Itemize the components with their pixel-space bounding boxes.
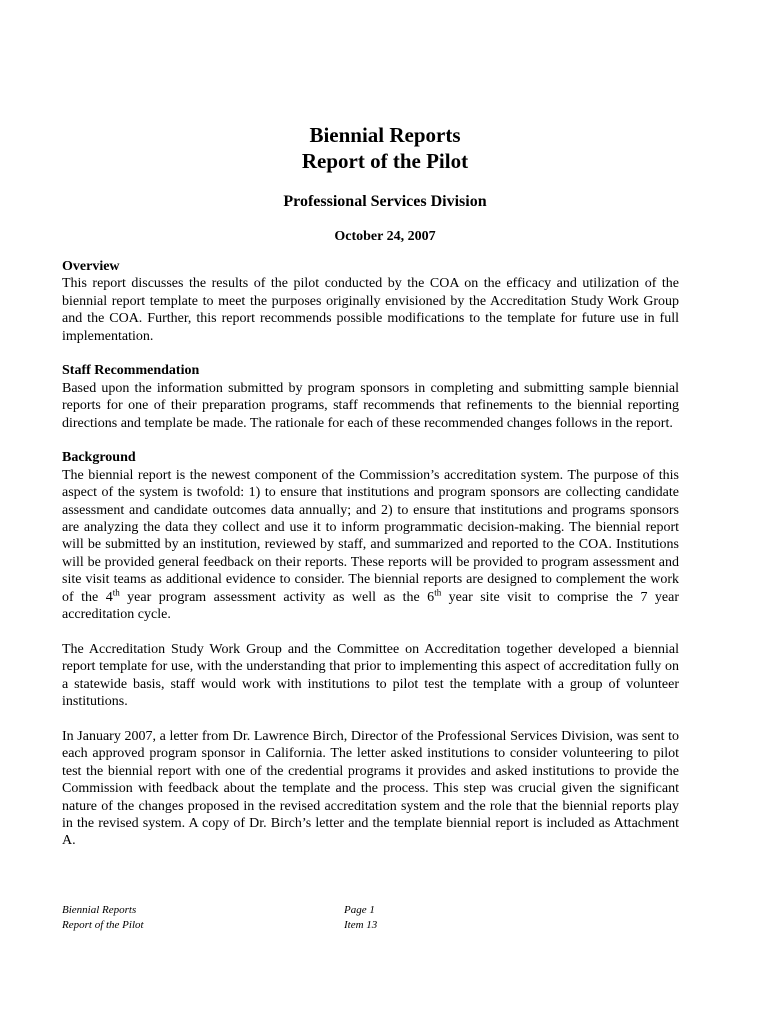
footer-page-info (344, 903, 377, 933)
superscript-th: th (112, 587, 120, 598)
footer-page-number: Page 1 (344, 904, 375, 916)
background-paragraph-1 (62, 467, 679, 624)
footer-document-name: Biennial Reports (62, 904, 137, 916)
document-title: Biennial Reports (309, 123, 461, 147)
background-paragraph-3: In January 2007, a letter from Dr. Lawrence Birch, Director of the Professional Services Division, was sent to each approved program sponsor in California. The letter asked institutions to consider volunteering to pilot test the biennial report with one of the credential programs it provides and asked institutions to provide the Commission with feedback about the template and the process. This step was crucial given the significant nature of the changes proposed in the revised accreditation system and the role that the biennial reports play in the revised system. A copy of Dr. Birch’s letter and the template biennial report is included as Attachment A. (62, 728, 679, 849)
staff-recommendation-heading: Staff Recommendation (62, 363, 200, 379)
footer-item-number: Item 13 (344, 919, 378, 931)
background-heading: Background (62, 450, 136, 466)
division-name: Professional Services Division (283, 193, 487, 210)
footer-document-subtitle: Report of the Pilot (62, 919, 144, 931)
document-subtitle: Report of the Pilot (301, 149, 469, 173)
overview-paragraph: This report discusses the results of the pilot conducted by the COA on the efficacy and utilization of the biennial report template to meet the purposes originally envisioned by the Accreditation Study Work Group and the COA. Further, this report recommends possible modifications to the template for future use in full implementation. (62, 276, 679, 344)
document-body (62, 258, 679, 867)
footer-left (62, 903, 144, 933)
background-p1-part-c: year site visit to comprise the 7 year accreditation cycle. (62, 589, 679, 623)
background-p1-part-a: The biennial report is the newest component of the Commission’s accreditation system. The purpose of this aspect of the system is twofold: 1) to ensure that institutions and program sponsors are collecting candidate assessment and candidate outcomes data annually; and 2) to ensure that institutions and programs sponsors are analyzing the data they collect and use it to inform programmatic decision-making. The biennial report will be submitted by an institution, reviewed by staff, and summarized and reported to the COA. Institutions will be provided general feedback on their reports. These reports will be provided to program assessment and site visit teams as additional evidence to consider. The biennial reports are designed to complement the work of the 4 (62, 467, 679, 605)
document-date: October 24, 2007 (334, 229, 436, 244)
background-p1-part-b: year program assessment activity as well as the 6 (119, 589, 435, 605)
overview-heading: Overview (62, 259, 120, 274)
superscript-th: th (434, 587, 442, 598)
background-paragraph-2: The Accreditation Study Work Group and the Committee on Accreditation together developed a biennial report template for use, with the understanding that prior to implementing this aspect of accreditation fully on a statewide basis, staff would work with institutions to pilot test the template with a group of volunteer institutions. (62, 641, 679, 710)
staff-recommendation-paragraph: Based upon the information submitted by program sponsors in completing and submitting sample biennial reports for one of their preparation programs, staff recommends that refinements to the biennial reporting directions and template be made. The rationale for each of these recommended changes follows in the report. (62, 380, 679, 431)
